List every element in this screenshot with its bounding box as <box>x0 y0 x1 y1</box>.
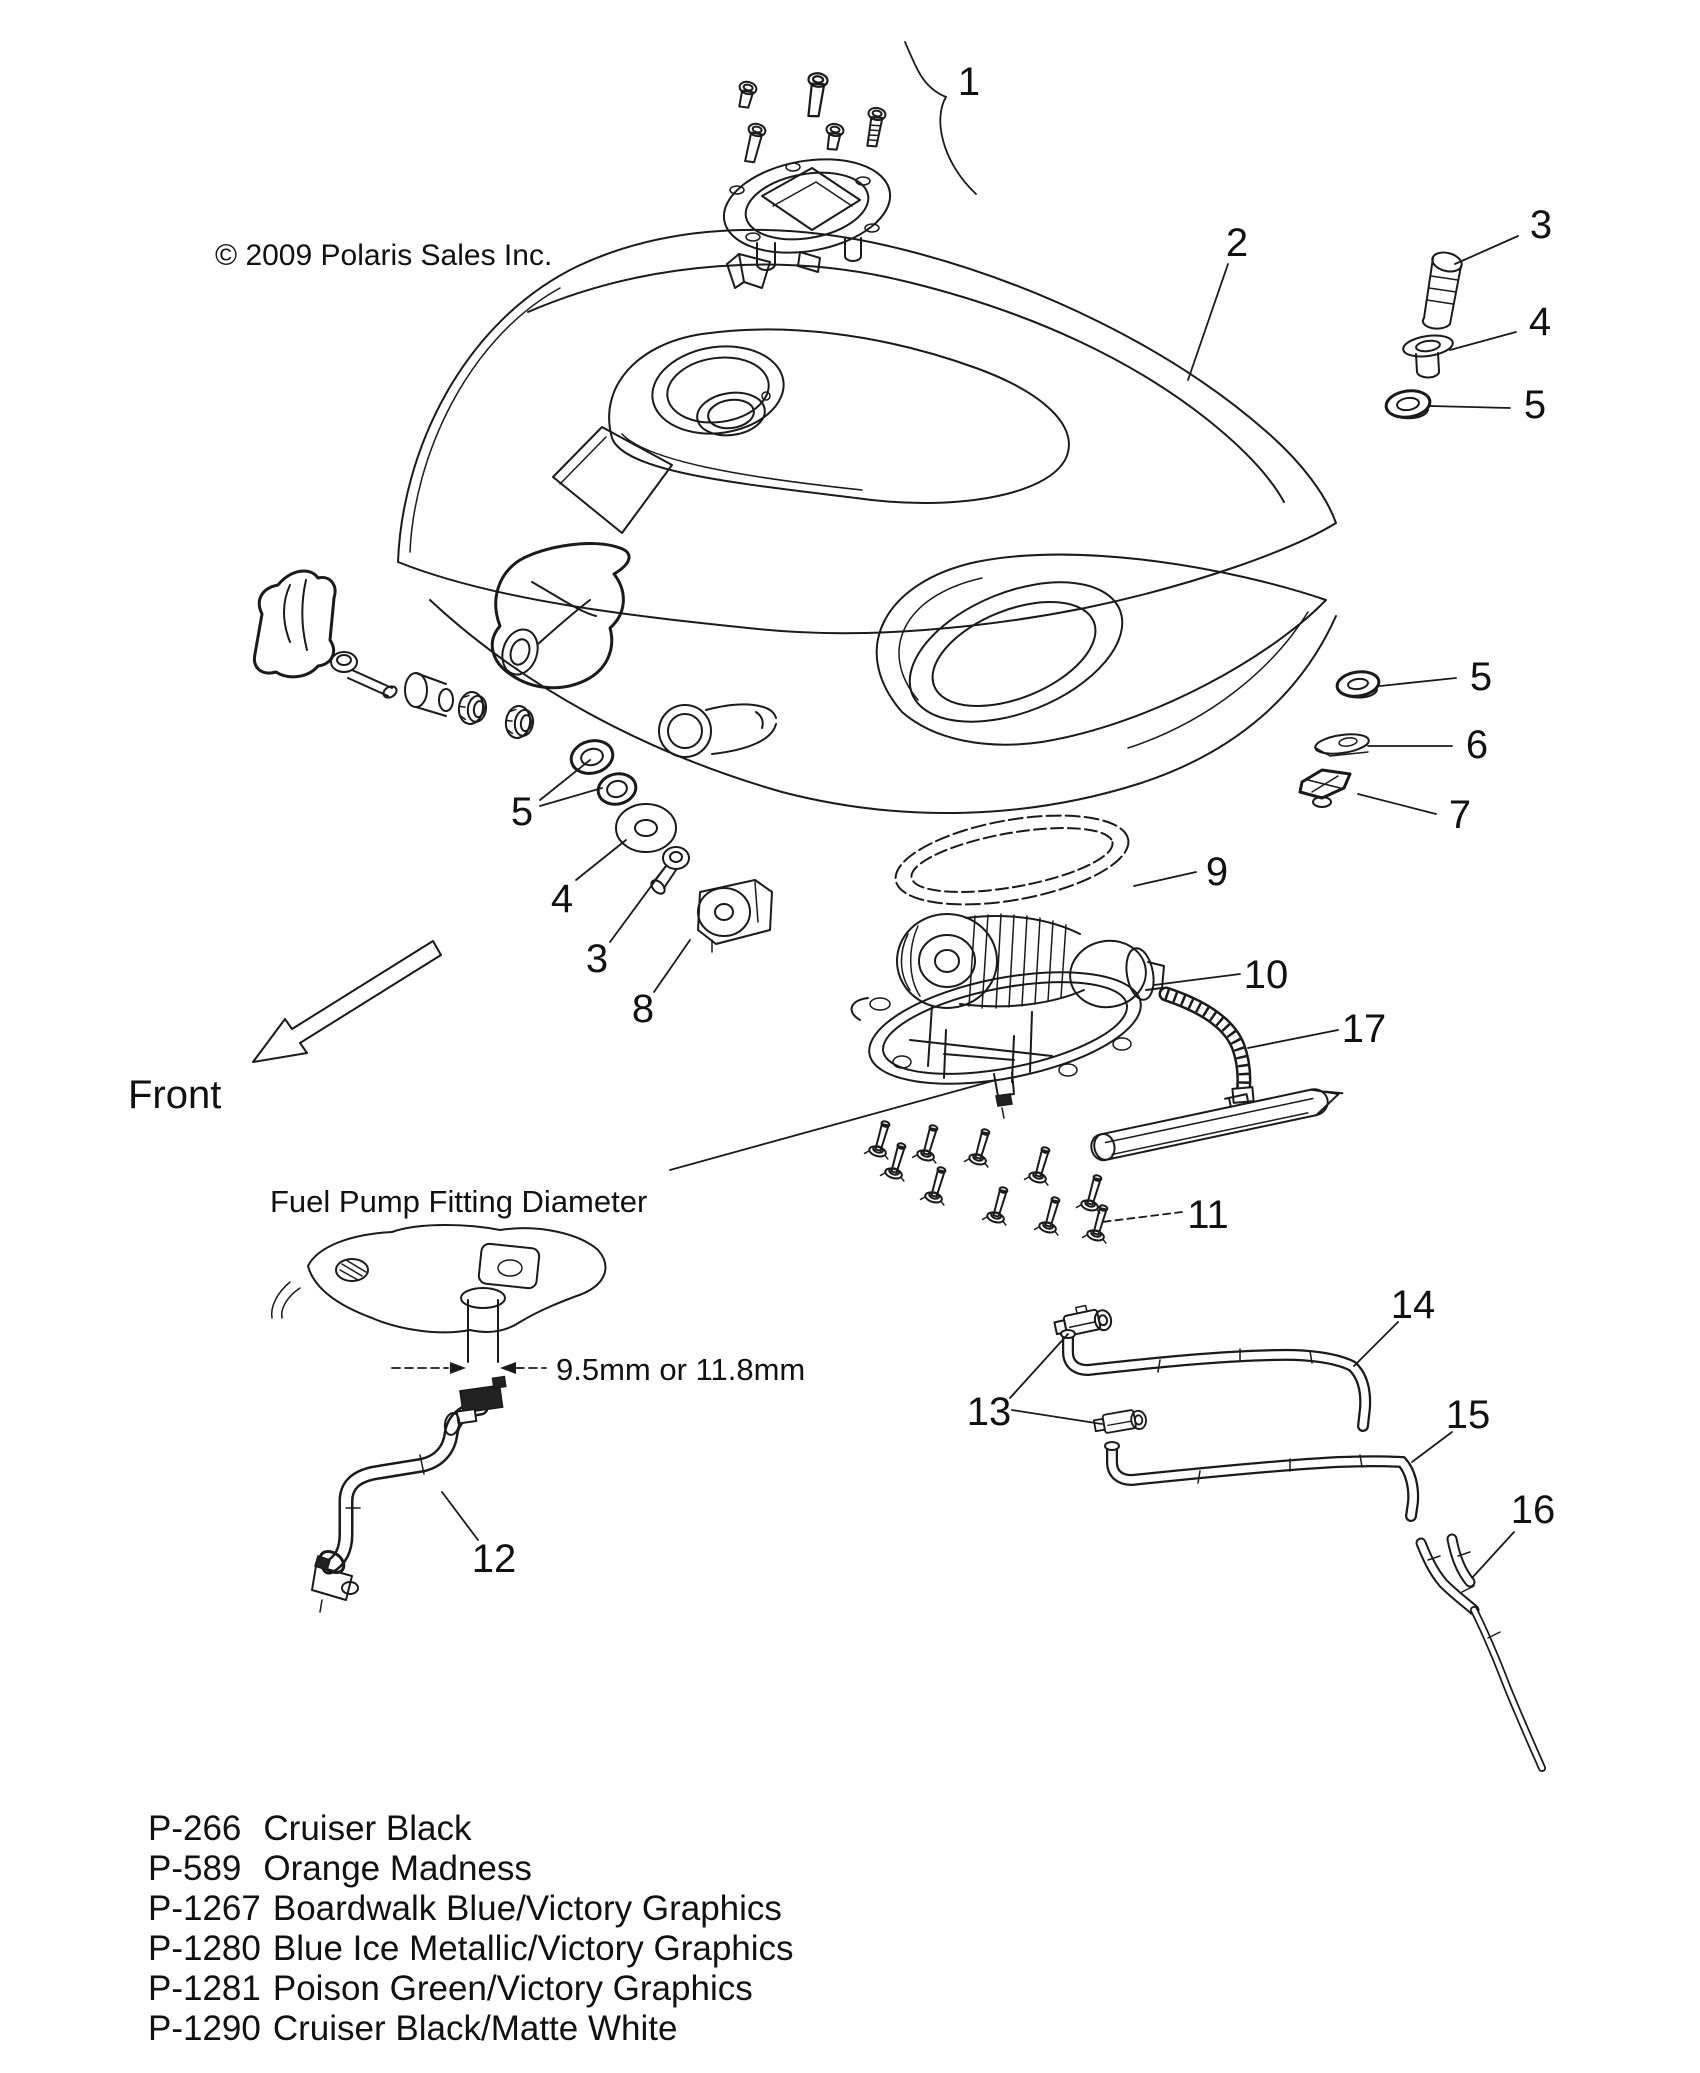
color-code: P-266 <box>148 1809 242 1848</box>
callout-15: 15 <box>1445 1393 1491 1437</box>
front-direction-arrow <box>253 941 441 1062</box>
color-name: Blue Ice Metallic/Victory Graphics <box>272 1929 794 1968</box>
callout-8: 8 <box>631 987 655 1031</box>
color-name: Orange Madness <box>263 1849 532 1888</box>
callout-17: 17 <box>1341 1007 1387 1051</box>
callout-5-left: 5 <box>510 790 534 834</box>
color-option-line <box>148 1889 782 1928</box>
fuel-hose-17 <box>1166 994 1254 1103</box>
copyright-notice: © 2009 Polaris Sales Inc. <box>215 239 553 272</box>
gasket-drawing <box>889 800 1135 920</box>
color-code: P-589 <box>148 1849 242 1888</box>
color-option-line <box>148 1809 472 1848</box>
callout-3-right: 3 <box>1529 203 1553 247</box>
callout-5-right-mid: 5 <box>1469 655 1493 699</box>
callout-7: 7 <box>1448 793 1472 837</box>
callout-3-left: 3 <box>585 937 609 981</box>
color-options-list <box>148 1809 794 2048</box>
right-hardware-drawing <box>1300 250 1464 807</box>
callout-11: 11 <box>1187 1193 1229 1237</box>
color-option-line <box>148 1849 532 1888</box>
dimension-arrows <box>392 1362 546 1374</box>
callout-1: 1 <box>957 60 981 104</box>
color-name: Poison Green/Victory Graphics <box>272 1969 753 2008</box>
color-option-line <box>148 2009 677 2048</box>
front-label: Front <box>128 1073 222 1117</box>
callout-16: 16 <box>1510 1488 1556 1532</box>
callout-2: 2 <box>1225 221 1249 265</box>
screws-drawing <box>865 1118 1116 1244</box>
callout-4-left: 4 <box>550 877 574 921</box>
callout-5-right-top: 5 <box>1523 383 1547 427</box>
fuel-tank-drawing <box>398 230 1336 813</box>
callout-6: 6 <box>1465 723 1489 767</box>
fuel-cap-assembly-drawing <box>716 72 897 288</box>
vent-hose-15 <box>1105 1442 1413 1516</box>
color-option-line <box>148 1929 794 1968</box>
color-code: P-1281 <box>148 1969 261 2008</box>
fuel-rail <box>1087 1075 1346 1163</box>
color-code: P-1280 <box>148 1929 261 1968</box>
color-code: P-1267 <box>148 1889 261 1928</box>
tank-rubber-mount-8 <box>698 880 772 952</box>
callout-4-right: 4 <box>1528 300 1552 344</box>
pump-plate-detail-drawing <box>272 1225 606 1362</box>
callout-9: 9 <box>1205 850 1229 894</box>
color-name: Cruiser Black <box>263 1809 472 1848</box>
clip-part-7 <box>1300 770 1350 807</box>
callout-12: 12 <box>471 1537 517 1581</box>
tank-mount-lug <box>659 704 776 757</box>
callout-10: 10 <box>1243 953 1289 997</box>
vent-hose-14 <box>1061 1330 1365 1426</box>
fuel-pump-fitting-label: Fuel Pump Fitting Diameter <box>270 1184 648 1219</box>
fuel-pump-assembly-drawing <box>852 914 1346 1162</box>
y-hose-16 <box>1421 1539 1542 1768</box>
callout-14: 14 <box>1390 1283 1436 1327</box>
callout-13: 13 <box>966 1390 1012 1434</box>
color-name: Boardwalk Blue/Victory Graphics <box>272 1889 782 1928</box>
fitting-dimension-label: 9.5mm or 11.8mm <box>556 1352 806 1387</box>
color-name: Cruiser Black/Matte White <box>272 2009 678 2048</box>
color-option-line <box>148 1969 753 2008</box>
color-code: P-1290 <box>148 2009 261 2048</box>
